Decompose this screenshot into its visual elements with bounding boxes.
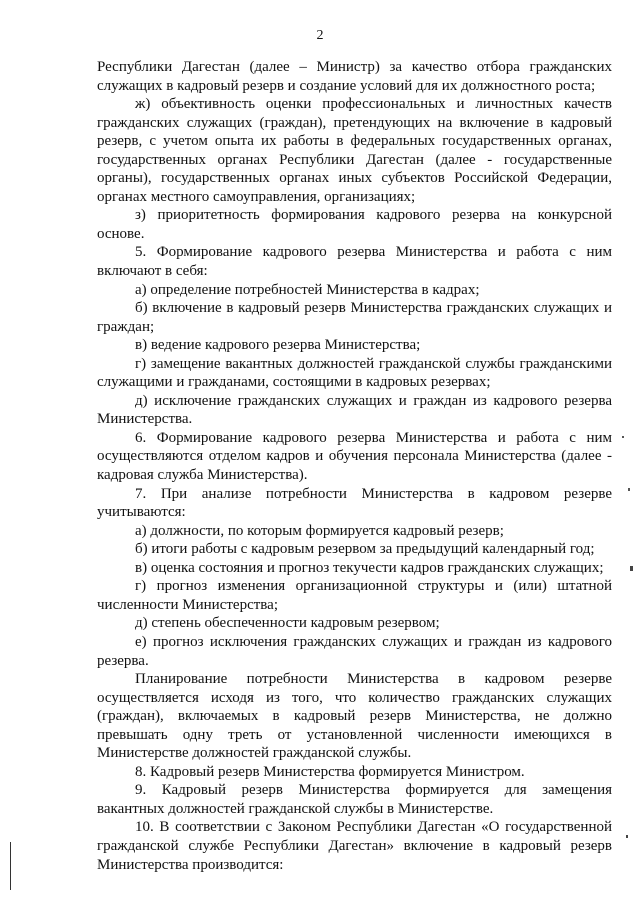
- margin-line-mark: [10, 842, 11, 890]
- paragraph: г) прогноз изменения организационной структуры и (или) штатной численности Министерства;: [97, 578, 612, 613]
- scan-speck: [626, 835, 628, 838]
- scan-speck: [628, 488, 630, 491]
- paragraph: 7. При анализе потребности Министерства в кадровом резерве учитываются:: [97, 485, 612, 521]
- page-number: 2: [316, 28, 324, 43]
- document-body: [97, 58, 612, 874]
- paragraph: а) определение потребностей Министерства в кадрах;: [135, 281, 480, 298]
- paragraph: е) прогноз исключения гражданских служащих и граждан из кадрового резерва.: [97, 633, 612, 669]
- paragraph: Планирование потребности Министерства в кадровом резерве осуществляется исходя из того, что количество гражданских служащих (граждан), включаемых в кадровый резерв Министерства, не должно превышать одну треть от установленной численности имеющихся в Министерстве должностей гражданской службы.: [97, 671, 612, 762]
- paragraph: б) включение в кадровый резерв Министерства гражданских служащих и граждан;: [97, 300, 612, 335]
- paragraph: 5. Формирование кадрового резерва Министерства и работа с ним включают в себя:: [97, 244, 612, 280]
- paragraph: а) должности, по которым формируется кадровый резерв;: [135, 522, 504, 539]
- paragraph: з) приоритетность формирования кадрового резерва на конкурсной основе.: [97, 207, 612, 242]
- paragraph: 10. В соответствии с Законом Республики Дагестан «О государственной гражданской службе Республики Дагестан» включение в кадровый резерв Министерства производится:: [97, 819, 612, 873]
- paragraph: 9. Кадровый резерв Министерства формируется для замещения вакантных должностей гражданской службы в Министерстве.: [97, 782, 612, 817]
- paragraph: в) ведение кадрового резерва Министерства;: [135, 337, 421, 354]
- paragraph: 6. Формирование кадрового резерва Министерства и работа с ним осуществляются отделом кадров и обучения персонала Министерства (далее - кадровая служба Министерства).: [97, 429, 612, 484]
- paragraph: 8. Кадровый резерв Министерства формируется Министром.: [135, 763, 525, 780]
- paragraph: г) замещение вакантных должностей гражданской службы гражданскими служащими и гражданами, состоящими в кадровых резервах;: [97, 355, 612, 391]
- paragraph: д) степень обеспеченности кадровым резервом;: [135, 615, 440, 632]
- scan-speck: [622, 436, 624, 438]
- paragraph: в) оценка состояния и прогноз текучести кадров гражданских служащих;: [135, 559, 604, 576]
- paragraph: Республики Дагестан (далее – Министр) за качество отбора гражданских служащих в кадровый резерв и создание условий для их должностного роста;: [97, 59, 612, 94]
- paragraph: ж) объективность оценки профессиональных и личностных качеств гражданских служащих (граждан), претендующих на включение в кадровый резерв, с учетом опыта их работы в федеральных государственных органах, государственных органах Республики Дагестан (далее - государственные органы), государственных органах иных субъектов Российской Федерации, органах местного самоуправления, организациях;: [97, 96, 612, 205]
- paragraph: д) исключение гражданских служащих и граждан из кадрового резерва Министерства.: [97, 392, 612, 428]
- paragraph: б) итоги работы с кадровым резервом за предыдущий календарный год;: [135, 541, 595, 558]
- scan-speck: [630, 566, 633, 571]
